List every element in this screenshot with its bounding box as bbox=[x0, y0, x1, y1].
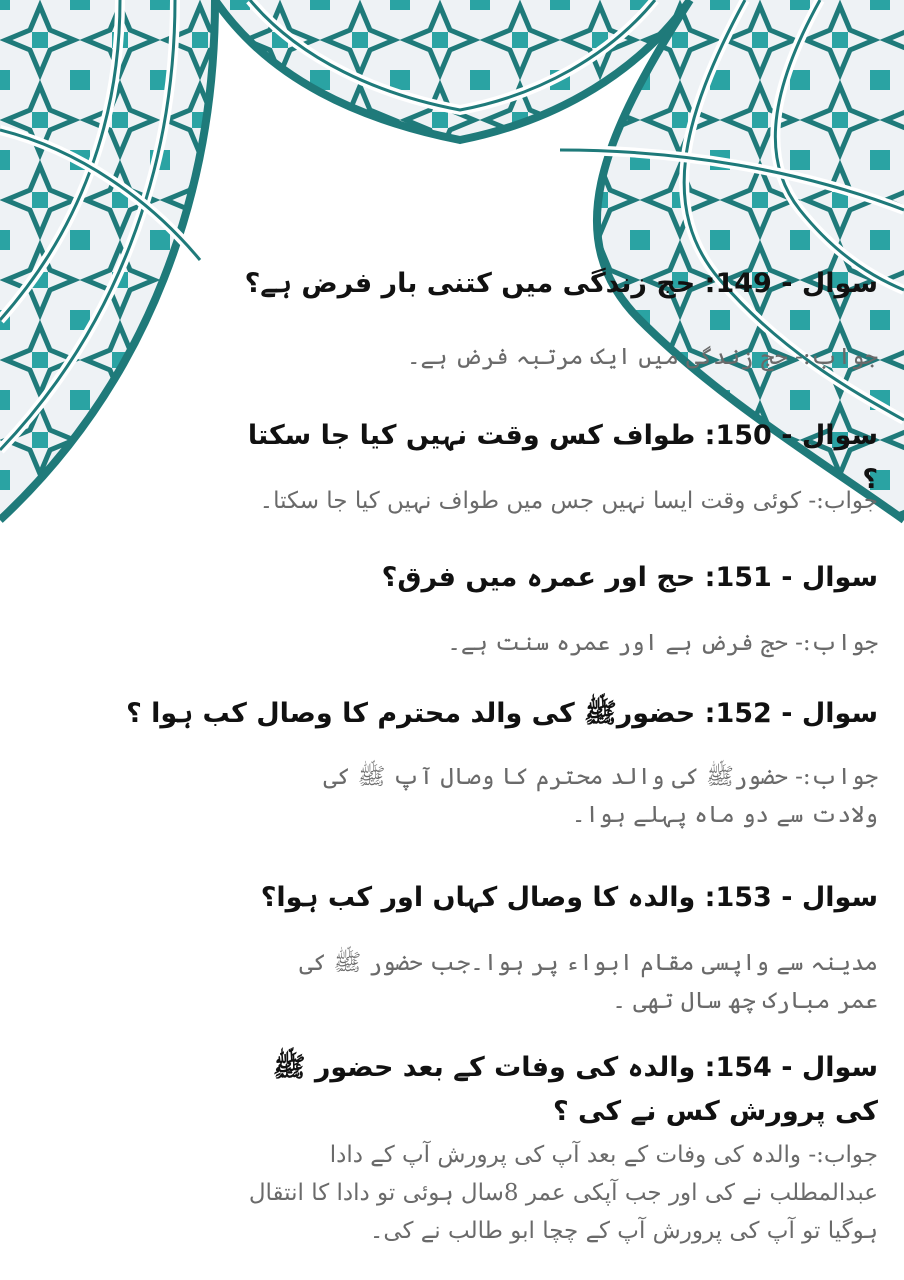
answer-block-151 bbox=[18, 624, 878, 662]
qa-block-149 bbox=[238, 262, 878, 306]
answer-block-149 bbox=[238, 338, 878, 376]
answer-151: جواب:- حج فرض ہے اور عمرہ سنت ہے۔ bbox=[447, 630, 878, 656]
answer-153: مدینہ سے واپسی مقام ابواء پر ہوا۔جب حضور ﷺ کی عمر مبارک چھ سال تھی ۔ bbox=[299, 950, 878, 1014]
qa-block-153 bbox=[18, 876, 878, 920]
question-150: سوال - 150: طواف کس وقت نہیں کیا جا سکتا ؟ bbox=[247, 420, 878, 495]
answer-block-154 bbox=[218, 1136, 878, 1250]
answer-block-150 bbox=[18, 482, 878, 520]
qa-block-152 bbox=[18, 692, 878, 736]
answer-152: جواب:- حضورﷺ کی والد محترم کا وصال آپ ﷺ کی ولادت سے دو ماہ پہلے ہوا۔ bbox=[323, 764, 878, 828]
question-152: سوال - 152: حضورﷺ کی والد محترم کا وصال کب ہوا ؟ bbox=[126, 698, 878, 729]
answer-150: جواب:- کوئی وقت ایسا نہیں جس میں طواف نہیں کیا جا سکتا۔ bbox=[259, 488, 878, 514]
answer-block-153 bbox=[258, 944, 878, 1020]
qa-block-154 bbox=[258, 1046, 878, 1134]
question-149: سوال - 149: حج زندگی میں کتنی بار فرض ہے؟ bbox=[244, 268, 878, 299]
question-154: سوال - 154: والدہ کی وفات کے بعد حضور ﷺ کی پرورش کس نے کی ؟ bbox=[272, 1052, 878, 1127]
answer-149: جواب:- حج زندگی میں ایک مرتبہ فرض ہے۔ bbox=[407, 344, 878, 370]
left-rosette bbox=[0, 0, 215, 520]
answer-block-152 bbox=[278, 758, 878, 834]
question-153: سوال - 153: والدہ کا وصال کہاں اور کب ہوا؟ bbox=[260, 882, 878, 913]
answer-154: جواب:- والدہ کی وفات کے بعد آپ کی پرورش آپ کے دادا عبدالمطلب نے کی اور جب آپکی عمر 8سال ہوئی تو دادا کا انتقال ہوگیا تو آپ کی پرورش آپ کے چچا ابو طالب نے کی۔ bbox=[248, 1142, 878, 1244]
question-151: سوال - 151: حج اور عمرہ میں فرق؟ bbox=[381, 562, 878, 593]
qa-block-151 bbox=[18, 556, 878, 600]
